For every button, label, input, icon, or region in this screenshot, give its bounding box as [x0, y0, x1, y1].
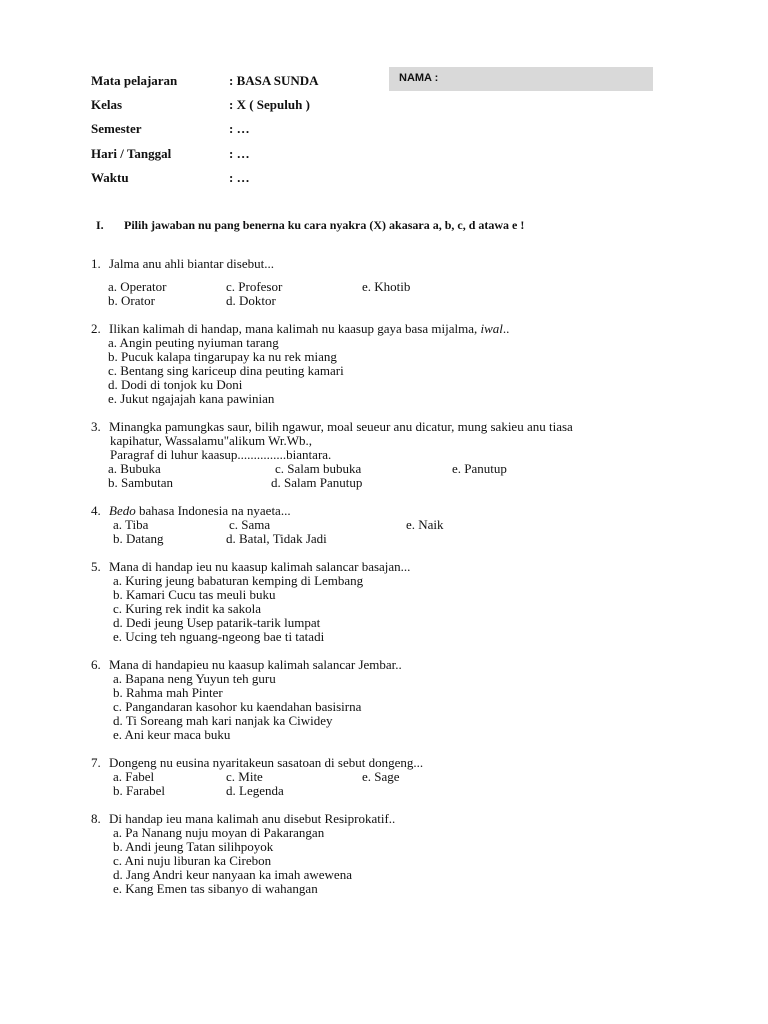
option-e[interactable]: e. Ucing teh nguang-ngeong bae ti tatadi: [113, 629, 325, 644]
option-e[interactable]: e. Panutup: [452, 461, 507, 476]
class-label: Kelas: [91, 97, 123, 112]
option-c[interactable]: c. Mite: [226, 769, 263, 784]
option-c[interactable]: c. Pangandaran kasohor ku kaendahan basisirna: [113, 699, 362, 714]
option-c[interactable]: c. Profesor: [226, 279, 283, 294]
option-a[interactable]: a. Kuring jeung babaturan kemping di Lembang: [113, 573, 364, 588]
question-text: Di handap ieu mana kalimah anu disebut Resiprokatif..: [109, 811, 396, 826]
option-b[interactable]: b. Farabel: [113, 783, 165, 798]
option-b[interactable]: b. Sambutan: [108, 475, 173, 490]
option-d[interactable]: d. Ti Soreang mah kari nanjak ka Ciwidey: [113, 713, 333, 728]
option-a[interactable]: a. Angin peuting nyiuman tarang: [108, 335, 279, 350]
question-text-line-1: Minangka pamungkas saur, bilih ngawur, moal seueur anu dicatur, mung sakieu anu tiasa: [109, 419, 573, 434]
question-text-line-2: kapihatur, Wassalamu"alikum Wr.Wb.,: [110, 433, 313, 448]
section-instruction: Pilih jawaban nu pang benerna ku cara nyakra (X) akasara a, b, c, d atawa e !: [124, 218, 525, 232]
option-e[interactable]: e. Khotib: [362, 279, 411, 294]
option-a[interactable]: a. Bapana neng Yuyun teh guru: [113, 671, 276, 686]
option-c[interactable]: c. Ani nuju liburan ka Cirebon: [113, 853, 272, 868]
question-text: Ilikan kalimah di handap, mana kalimah nu kaasup gaya basa mijalma, iwal..: [109, 321, 510, 336]
question-number: 2.: [91, 321, 101, 336]
option-d[interactable]: d. Salam Panutup: [271, 475, 363, 490]
section-number: I.: [96, 218, 104, 232]
option-e[interactable]: e. Ani keur maca buku: [113, 727, 231, 742]
question-number: 3.: [91, 419, 101, 434]
subject-label: Mata pelajaran: [91, 73, 178, 88]
semester-value: : …: [229, 121, 250, 136]
option-d[interactable]: d. Jang Andri keur nanyaan ka imah awewena: [113, 867, 352, 882]
question-text-line-3: Paragraf di luhur kaasup...............biantara.: [110, 447, 332, 462]
question-number: 1.: [91, 256, 101, 271]
option-d[interactable]: d. Dedi jeung Usep patarik-tarik lumpat: [113, 615, 321, 630]
option-b[interactable]: b. Orator: [108, 293, 155, 308]
option-a[interactable]: a. Pa Nanang nuju moyan di Pakarangan: [113, 825, 325, 840]
question-number: 7.: [91, 755, 101, 770]
option-e[interactable]: e. Kang Emen tas sibanyo di wahangan: [113, 881, 318, 896]
time-label: Waktu: [91, 170, 129, 185]
class-value: : X ( Sepuluh ): [229, 97, 310, 112]
question-number: 4.: [91, 503, 101, 518]
option-e[interactable]: e. Jukut ngajajah kana pawinian: [108, 391, 275, 406]
question-text: Dongeng nu eusina nyaritakeun sasatoan di sebut dongeng...: [109, 755, 424, 770]
question-number: 6.: [91, 657, 101, 672]
option-d[interactable]: d. Batal, Tidak Jadi: [226, 531, 327, 546]
time-value: : …: [229, 170, 250, 185]
option-d[interactable]: d. Legenda: [226, 783, 284, 798]
option-d[interactable]: d. Doktor: [226, 293, 276, 308]
option-c[interactable]: c. Kuring rek indit ka sakola: [113, 601, 262, 616]
option-b[interactable]: b. Datang: [113, 531, 164, 546]
semester-label: Semester: [91, 121, 142, 136]
name-label: NAMA :: [399, 72, 439, 84]
option-a[interactable]: a. Bubuka: [108, 461, 161, 476]
option-c[interactable]: c. Bentang sing kariceup dina peuting kamari: [108, 363, 344, 378]
option-b[interactable]: b. Pucuk kalapa tingarupay ka nu rek miang: [108, 349, 337, 364]
date-value: : …: [229, 146, 250, 161]
option-c[interactable]: c. Salam bubuka: [275, 461, 362, 476]
option-a[interactable]: a. Tiba: [113, 517, 149, 532]
option-b[interactable]: b. Rahma mah Pinter: [113, 685, 223, 700]
option-b[interactable]: b. Andi jeung Tatan silihpoyok: [113, 839, 274, 854]
question-number: 5.: [91, 559, 101, 574]
subject-value: : BASA SUNDA: [229, 73, 319, 88]
question-text: Bedo bahasa Indonesia na nyaeta...: [109, 503, 291, 518]
question-text: Mana di handapieu nu kaasup kalimah salancar Jembar..: [109, 657, 402, 672]
question-number: 8.: [91, 811, 101, 826]
option-a[interactable]: a. Operator: [108, 279, 167, 294]
option-a[interactable]: a. Fabel: [113, 769, 155, 784]
option-c[interactable]: c. Sama: [229, 517, 271, 532]
option-e[interactable]: e. Sage: [362, 769, 400, 784]
question-text: Jalma anu ahli biantar disebut...: [109, 256, 274, 271]
name-field[interactable]: [389, 67, 653, 91]
date-label: Hari / Tanggal: [91, 146, 172, 161]
question-text: Mana di handap ieu nu kaasup kalimah salancar basajan...: [109, 559, 411, 574]
option-e[interactable]: e. Naik: [406, 517, 444, 532]
option-d[interactable]: d. Dodi di tonjok ku Doni: [108, 377, 243, 392]
option-b[interactable]: b. Kamari Cucu tas meuli buku: [113, 587, 276, 602]
